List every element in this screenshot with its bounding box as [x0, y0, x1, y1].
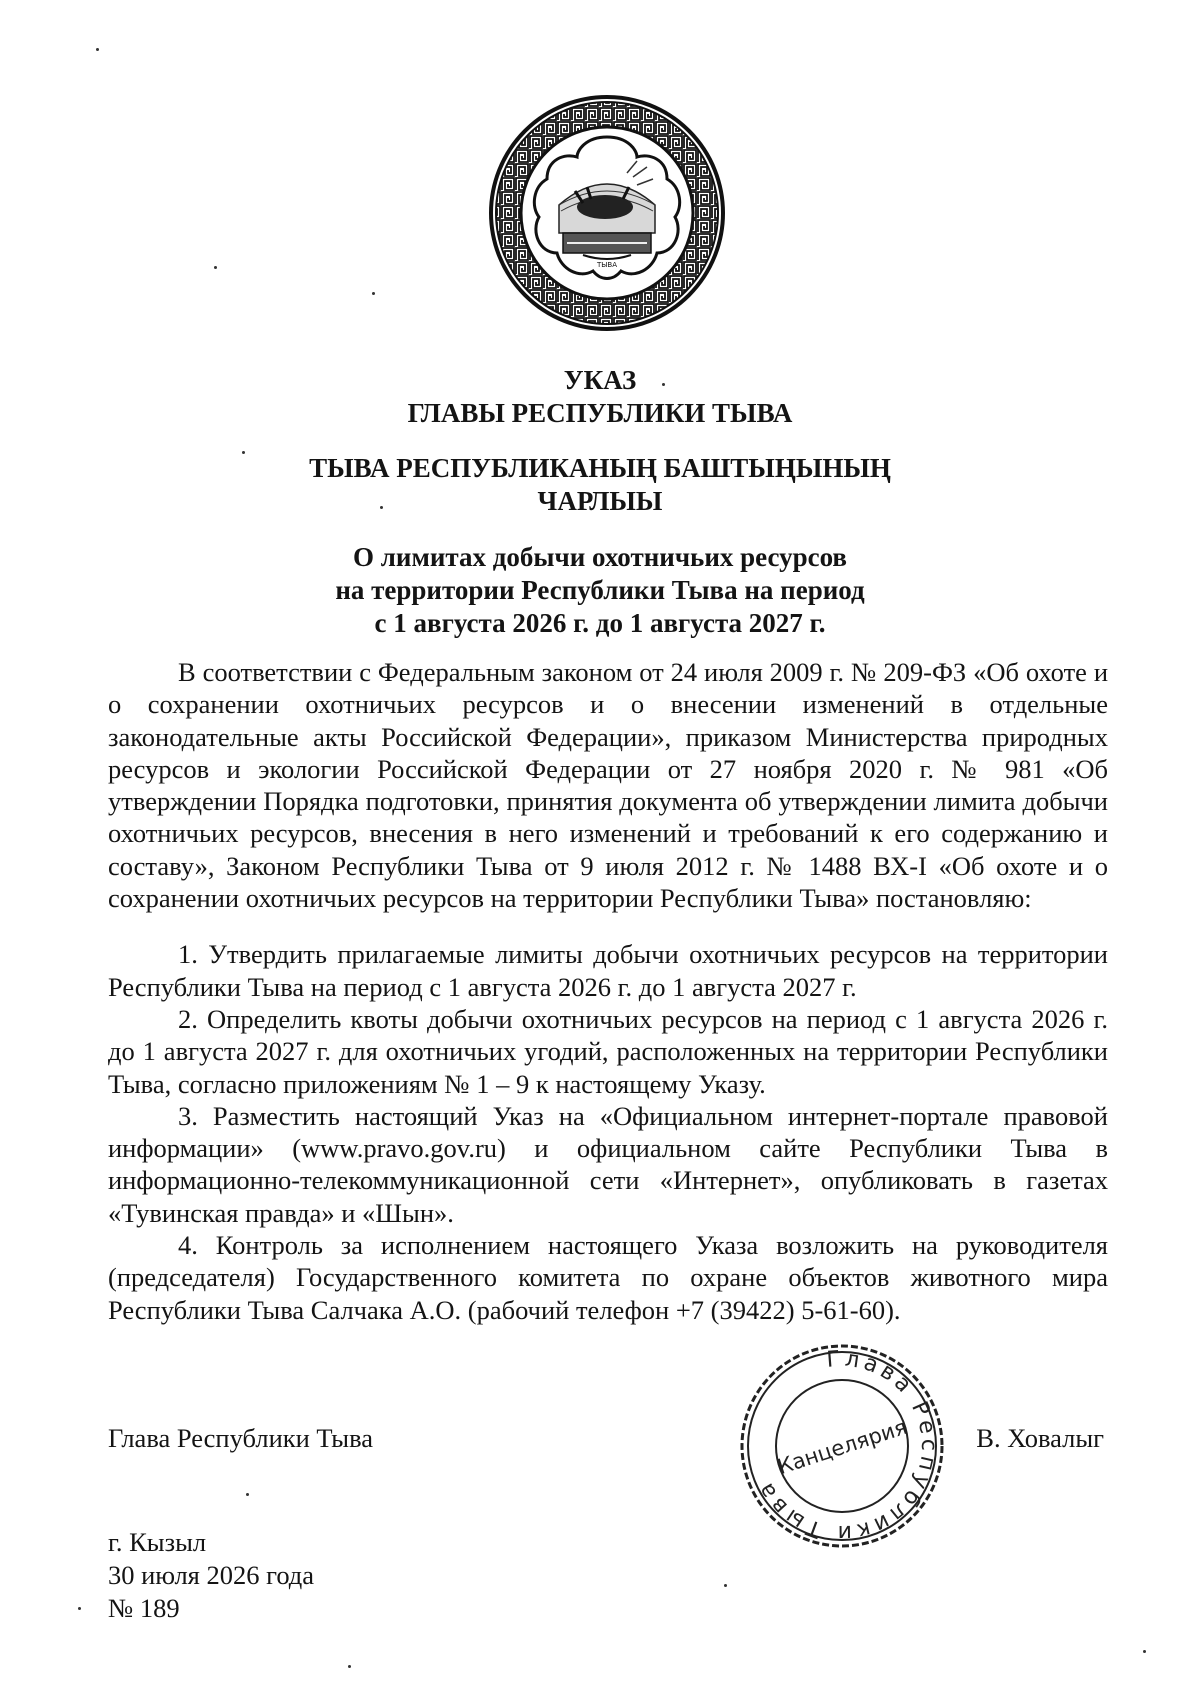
scan-speck — [242, 451, 245, 454]
scan-speck — [380, 506, 383, 509]
office-stamp — [736, 1340, 948, 1552]
issue-number: № 189 — [108, 1593, 180, 1623]
decree-body — [108, 656, 1108, 1326]
preamble-paragraph: В соответствии с Федеральным законом от 24 июля 2009 г. № 209-ФЗ «Об охоте и о сохранении охотничьих ресурсов и о внесении изменений в отдельные законодательные акты Российской Федерации», приказом Министерства природных ресурсов и экологии Российской Федерации от 27 ноября 2020 г. № 981 «Об утверждении Порядка подготовки, принятия документа об утверждении лимита добычи охотничьих ресурсов, внесения в него изменений и требований к его содержанию и составу», Законом Республики Тыва от 9 июля 2012 г. № 1488 ВХ-I «Об охоте и о сохранении охотничьих ресурсов на территории Республики Тыва» постановляю: — [108, 657, 1108, 914]
scan-speck — [1143, 1650, 1146, 1653]
signatory-position: Глава Республики Тыва — [108, 1423, 374, 1453]
item-paragraph-2: 2. Определить квоты добычи охотничьих ресурсов на период с 1 августа 2026 г. до 1 августа 2027 г. для охотничьих угодий, расположенных на территории Республики Тыва, согласно приложениям № 1 – 9 к настоящему Указу. — [108, 1003, 1108, 1099]
item-paragraph-3: 3. Разместить настоящий Указ на «Официальном интернет-портале правовой информации» (www.pravo.gov.ru) и официальном сайте Республики Тыва в информационно-телекоммуникационной сети «Интернет», опубликовать в газетах «Тувинская правда» и «Шын». — [108, 1100, 1108, 1228]
decree-heading-tyva — [0, 452, 1200, 518]
decree-heading — [0, 364, 1200, 430]
item-paragraph-1: 1. Утвердить прилагаемые лимиты добычи охотничьих ресурсов на территории Республики Тыва на период с 1 августа 2026 г. до 1 августа 2027 г. — [108, 939, 1108, 1002]
svg-text:Канцелярия: Канцелярия — [774, 1414, 910, 1480]
issue-details — [108, 1526, 314, 1625]
subject-line-3: с 1 августа 2026 г. до 1 августа 2027 г. — [374, 608, 826, 638]
decree-issuer: ГЛАВЫ РЕСПУБЛИКИ ТЫВА — [407, 398, 793, 428]
issue-date: 30 июля 2026 года — [108, 1560, 315, 1590]
svg-text:Глава Республики Тыва: Глава Республики Тыва — [751, 1346, 942, 1546]
coat-of-arms-emblem — [487, 93, 727, 333]
scan-speck — [662, 383, 665, 386]
scan-speck — [214, 266, 217, 269]
scan-speck — [348, 1665, 351, 1668]
scan-speck — [372, 292, 375, 295]
signatory-name: В. Ховалыг — [976, 1423, 1104, 1453]
scan-speck — [96, 48, 99, 51]
subject-line-1: О лимитах добычи охотничьих ресурсов — [352, 542, 847, 572]
tyva-title-line-2: ЧАРЛЫЫ — [537, 486, 663, 516]
issue-city: г. Кызыл — [108, 1527, 207, 1557]
subject-line-2: на территории Республики Тыва на период — [335, 575, 865, 605]
tyva-title-line-1: ТЫВА РЕСПУБЛИКАНЫҢ БАШТЫҢЫНЫҢ — [309, 453, 891, 483]
decree-subject — [0, 541, 1200, 640]
scan-speck — [724, 1584, 727, 1587]
svg-text:ТЫВА: ТЫВА — [596, 261, 618, 269]
scan-speck — [246, 1493, 249, 1496]
decree-word: УКАЗ — [563, 365, 637, 395]
item-paragraph-4: 4. Контроль за исполнением настоящего Указа возложить на руководителя (председателя) Государственного комитета по охране объектов животного мира Республики Тыва Салчака А.О. (рабочий телефон +7 (39422) 5-61-60). — [108, 1230, 1108, 1325]
scan-speck — [78, 1607, 81, 1610]
